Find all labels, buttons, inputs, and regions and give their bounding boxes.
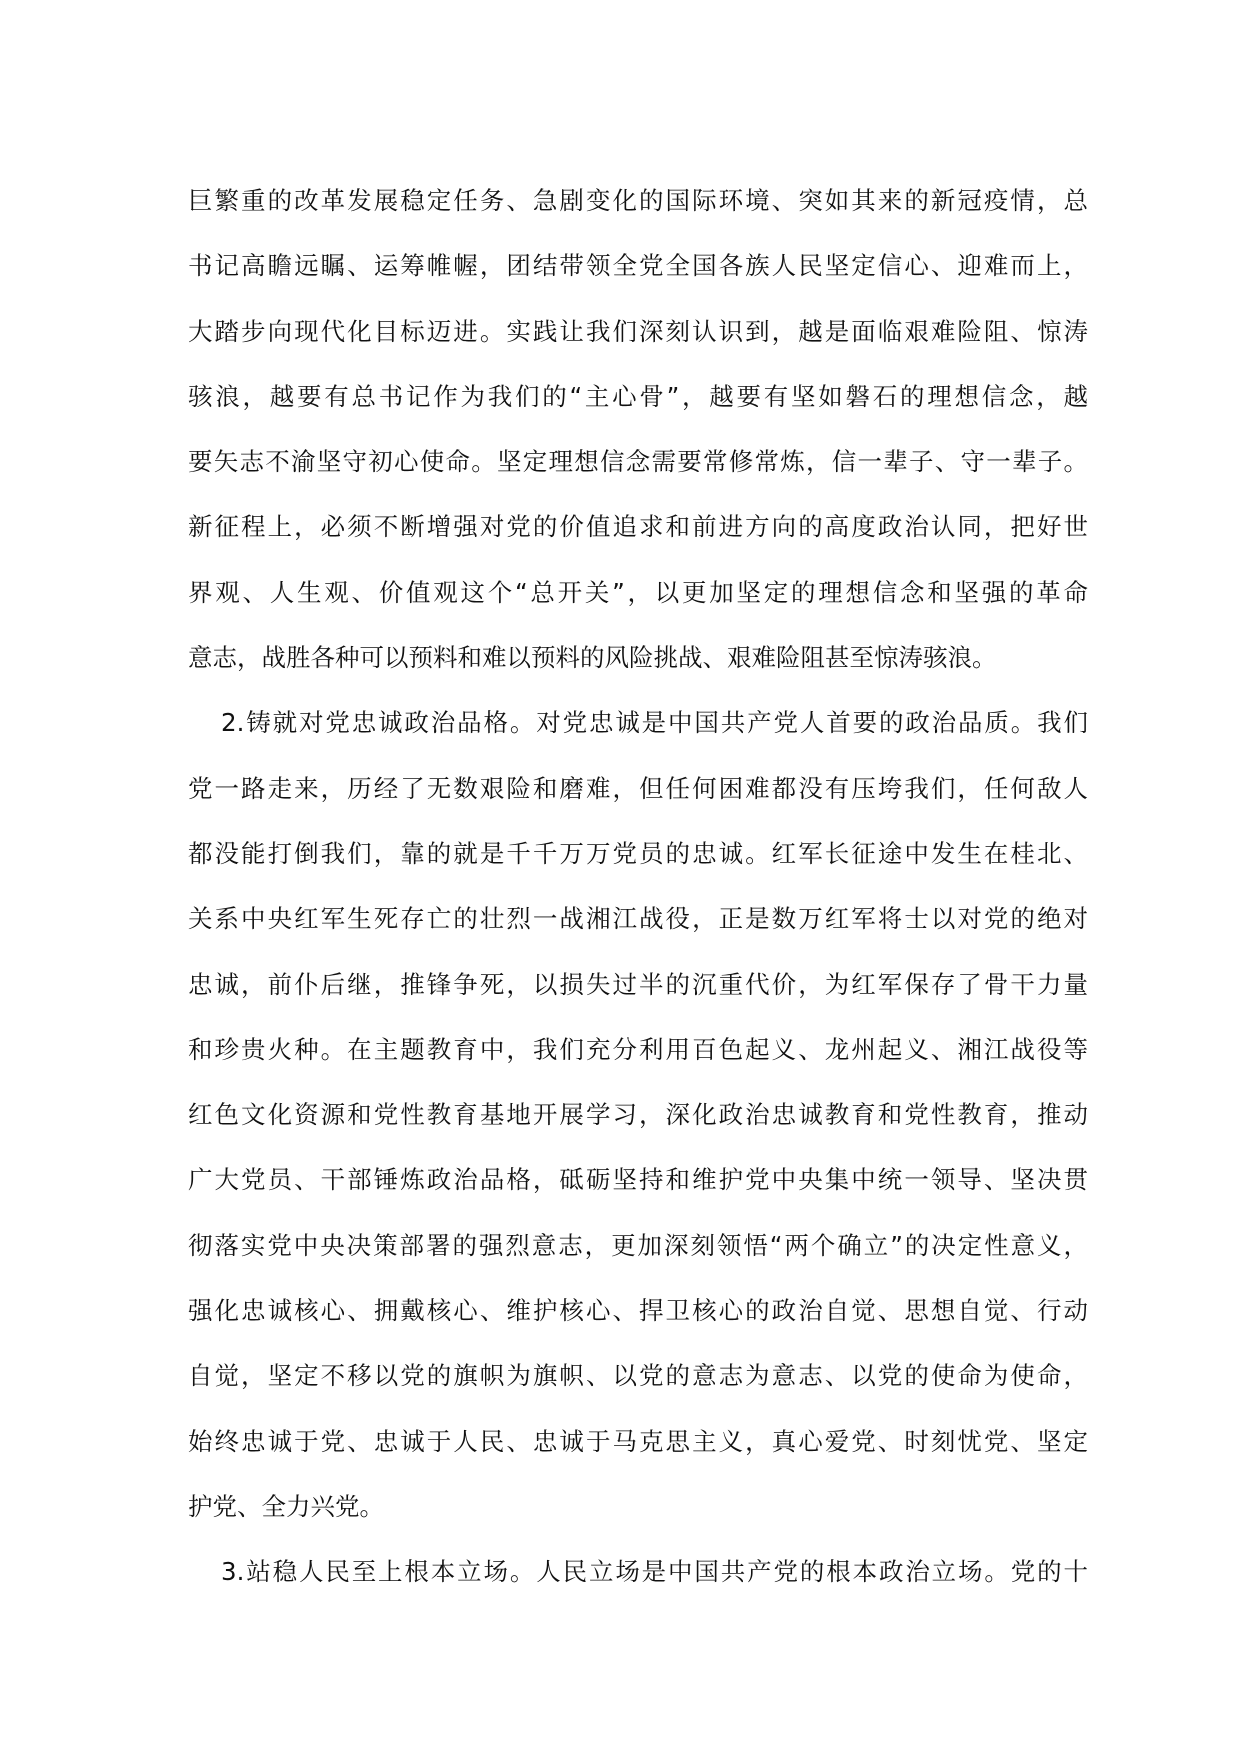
text-line-16: 广大党员、干部锤炼政治品格，砥砺坚持和维护党中央集中统一领导、坚决贯 bbox=[188, 1165, 1088, 1195]
text-line-6: 新征程上，必须不断增强对党的价值追求和前进方向的高度政治认同，把好世 bbox=[188, 512, 1088, 542]
text-line-3: 大踏步向现代化目标迈进。实践让我们深刻认识到，越是面临艰难险阻、惊涛 bbox=[188, 316, 1088, 346]
text-line-17: 彻落实党中央决策部署的强烈意志，更加深刻领悟“两个确立”的决定性意义， bbox=[188, 1230, 1088, 1260]
text-line-18: 强化忠诚核心、拥戴核心、维护核心、捍卫核心的政治自觉、思想自觉、行动 bbox=[188, 1296, 1088, 1326]
text-line-13: 忠诚，前仆后继，推锋争死，以损失过半的沉重代价，为红军保存了骨干力量 bbox=[188, 969, 1088, 999]
text-line-1: 巨繁重的改革发展稳定任务、急剧变化的国际环境、突如其来的新冠疫情，总 bbox=[188, 186, 1088, 215]
text-line-10: 党一路走来，历经了无数艰险和磨难，但任何困难都没有压垮我们，任何敌人 bbox=[188, 773, 1088, 803]
section-heading-2: 2.铸就对党忠诚政治品格。对党忠诚是中国共产党人首要的政治品质。我们 bbox=[221, 708, 1088, 738]
text-line-4: 骇浪，越要有总书记作为我们的“主心骨”，越要有坚如磐石的理想信念，越 bbox=[188, 381, 1088, 411]
text-line-11: 都没能打倒我们，靠的就是千千万万党员的忠诚。红军长征途中发生在桂北、 bbox=[188, 838, 1088, 868]
text-line-5: 要矢志不渝坚守初心使命。坚定理想信念需要常修常炼，信一辈子、守一辈子。 bbox=[188, 447, 1088, 477]
text-line-7: 界观、人生观、价值观这个“总开关”，以更加坚定的理想信念和坚强的革命 bbox=[188, 577, 1088, 607]
section-heading-3: 3.站稳人民至上根本立场。人民立场是中国共产党的根本政治立场。党的十 bbox=[221, 1557, 1088, 1587]
text-line-2: 书记高瞻远瞩、运筹帷幄，团结带领全党全国各族人民坚定信心、迎难而上， bbox=[188, 251, 1088, 281]
text-line-21: 护党、全力兴党。 bbox=[188, 1491, 384, 1521]
text-line-19: 自觉，坚定不移以党的旗帜为旗帜、以党的意志为意志、以党的使命为使命， bbox=[188, 1361, 1088, 1391]
text-line-8: 意志，战胜各种可以预料和难以预料的风险挑战、艰难险阻甚至惊涛骇浪。 bbox=[188, 643, 997, 673]
text-line-20: 始终忠诚于党、忠诚于人民、忠诚于马克思主义，真心爱党、时刻忧党、坚定 bbox=[188, 1426, 1088, 1456]
text-line-14: 和珍贵火种。在主题教育中，我们充分利用百色起义、龙州起义、湘江战役等 bbox=[188, 1034, 1088, 1064]
text-line-15: 红色文化资源和党性教育基地开展学习，深化政治忠诚教育和党性教育，推动 bbox=[188, 1100, 1088, 1130]
text-line-12: 关系中央红军生死存亡的壮烈一战湘江战役，正是数万红军将士以对党的绝对 bbox=[188, 904, 1088, 934]
body-text bbox=[188, 168, 1088, 1605]
